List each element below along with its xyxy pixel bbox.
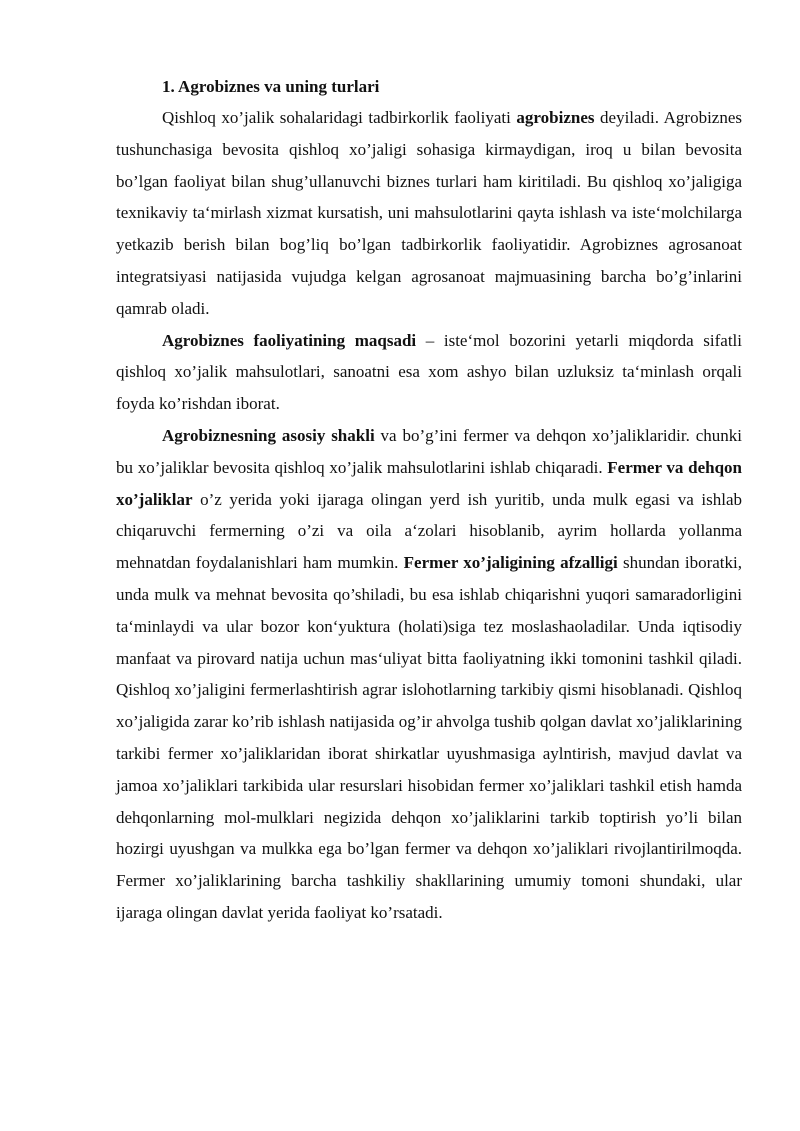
text-run: deyiladi. Agrobiznes tushunchasiga bevosita qishloq xo’jaligi sohasiga kirmaydigan, iroq u bilan bevosita bo’lgan faoliyat bilan shug’ullanuvchi biznes turlari ham kiritiladi. Bu qishloq xo’jaligiga texnikaviy ta‘mirlash xizmat kursatish, uni mahsulotlarini qayta ishlash va iste‘molchilarga yetkazib berish bilan bog’liq bo’lgan tadbirkorlik faoliyatidir. Agrobiznes agrosanoat integratsiyasi natijasida vujudga kelgan agrosanoat majmuasining barcha bo’g’inlarini qamrab oladi. <box>116 108 743 318</box>
document-page <box>116 72 742 929</box>
bold-term: Agrobiznesning asosiy shakli <box>162 425 375 445</box>
text-run: Qishloq xo’jalik sohalaridagi tadbirkorlik faoliyati <box>162 108 517 127</box>
text-run: o’z yerida yoki ijaraga olingan yerd ish yuritib, unda mulk egasi va ishlab chiqaruvchi fermerning o’zi va oila a‘zolari hisoblanib, ayrim hollarda yollanma mehnatdan foydalanishlari ham mumkin. <box>116 489 742 573</box>
bold-term: Agrobiznes faoliyatining maqsadi <box>162 330 417 350</box>
bold-term: agrobiznes <box>516 108 595 127</box>
section-heading: 1. Agrobiznes va uning turlari <box>162 77 380 96</box>
bold-term: Fermer va dehqon xo’jaliklar <box>116 457 742 509</box>
paragraph-agrobiznes-definition <box>116 102 742 325</box>
paragraph-agrobiznes-forms <box>116 420 742 929</box>
text-run: va bo’g’ini fermer va dehqon xo’jaliklaridir. chunki bu xo’jaliklar bevosita qishloq xo’jalik mahsulotlarini ishlab chiqaradi. <box>116 425 742 477</box>
bold-term: Fermer xo’jaligining afzalligi <box>403 553 618 573</box>
paragraph-agrobiznes-goal <box>116 325 742 420</box>
text-run: shundan iboratki, unda mulk va mehnat bevosita qo’shiladi, bu esa ishlab chiqarishni yuqori samaradorligini ta‘minlaydi va ular bozor kon‘yuktura (holati)siga tez moslashaoladilar. Unda iqtisodiy manfaat va pirovard natija uchun mas‘uliyat bitta faoliyatning ikki tomonini tashkil qiladi. Qishloq xo’jaligini fermerlashtirish agrar islohotlarning tarkibiy qismi hisoblanadi. Qishloq xo’jaligida zarar ko’rib ishlash natijasida og’ir ahvolga tushib qolgan davlat xo’jaliklarining tarkibi fermer xo’jaliklaridan iborat shirkatlar uyushmasiga aylntirish, mavjud davlat va jamoa xo’jaliklari tarkibida ular resurslari hisobidan fermer xo’jaliklari tashkil etish hamda dehqonlarning mol-mulklari negizida dehqon xo’jaliklarini tarkib toptirish yo’li bilan hozirgi uyushgan va mulkka ega bo’lgan fermer va dehqon xo’jaliklari rivojlantirilmoqda. Fermer xo’jaliklarining barcha tashkiliy shakllarining umumiy tomoni shundaki, ular ijaraga olingan davlat yerida faoliyat ko’rsatadi. <box>116 553 742 922</box>
text-run: – iste‘mol bozorini yetarli miqdorda sifatli qishloq xo’jalik mahsulotlari, sanoatni esa xom ashyo bilan uzluksiz ta‘minlash orqali foyda ko’rishdan iborat. <box>116 330 742 414</box>
